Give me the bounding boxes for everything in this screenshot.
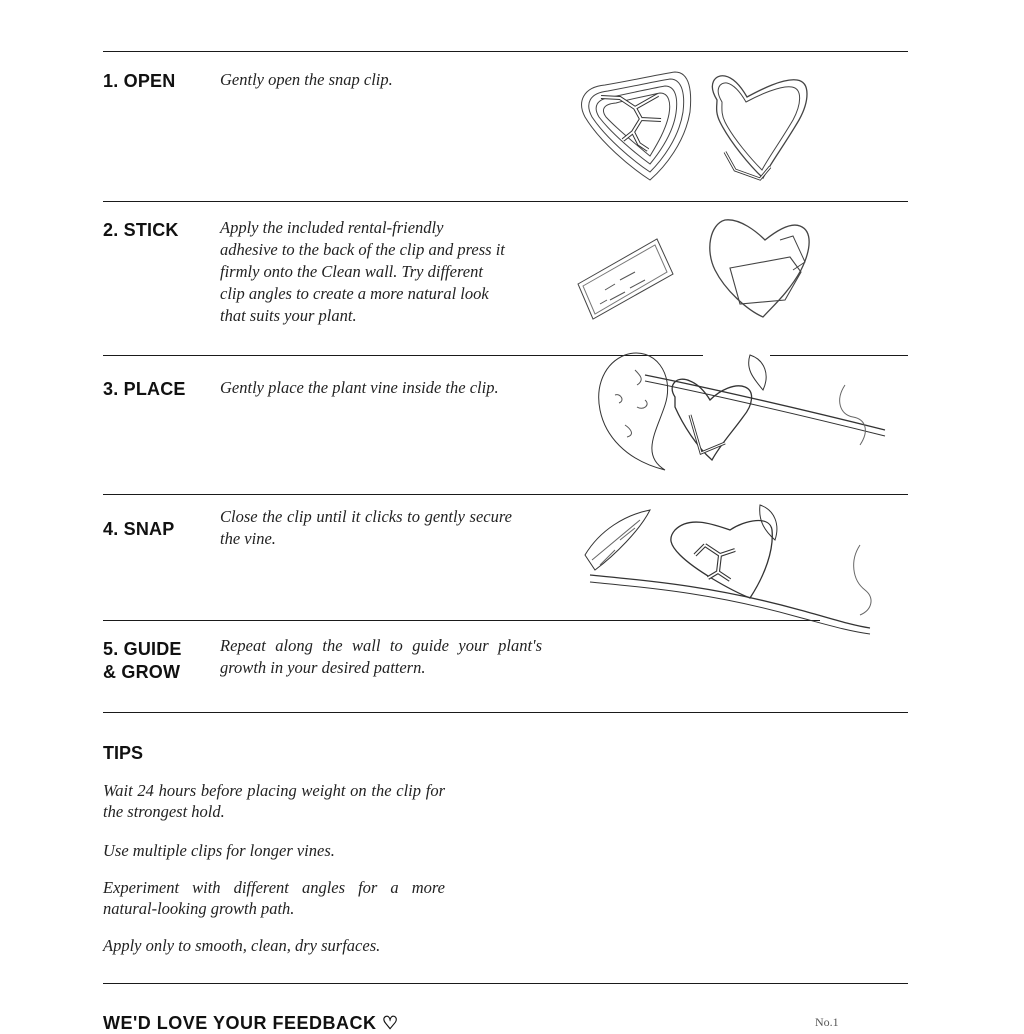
divider-steps-tips <box>103 712 908 713</box>
tip-item: Experiment with different angles for a more natural-looking growth path. <box>103 878 445 918</box>
step-text-stick-line: that suits your plant. <box>220 306 357 325</box>
divider-place-snap <box>103 494 908 495</box>
step-title-open: 1. OPEN <box>103 71 176 91</box>
place-vine-illustration <box>585 345 885 475</box>
step-text-open: Gently open the snap clip. <box>220 70 393 89</box>
tips-title: TIPS <box>103 743 144 763</box>
open-clip-illustration <box>575 62 835 187</box>
step-text-stick-line: adhesive to the back of the clip and press it <box>220 240 505 259</box>
step-title-guide-grow <box>103 638 182 684</box>
page-number: No.1 <box>815 1015 839 1029</box>
step-text-stick-line: Apply the included rental-friendly <box>220 218 444 237</box>
step-text-stick-line: firmly onto the Clean wall. Try different <box>220 262 483 281</box>
step-title-stick: 2. STICK <box>103 220 179 240</box>
tip-item: Wait 24 hours before placing weight on the clip for the strongest hold. <box>103 781 445 821</box>
step-text-stick <box>220 217 520 327</box>
divider-top <box>103 51 908 52</box>
tip-item: Use multiple clips for longer vines. <box>103 841 335 860</box>
feedback-heading: WE'D LOVE YOUR FEEDBACK ♡ <box>103 1013 399 1033</box>
divider-open-stick <box>103 201 908 202</box>
step-text-snap: Close the clip until it clicks to gently secure the vine. <box>220 507 512 548</box>
tip-item: Apply only to smooth, clean, dry surfaces. <box>103 936 381 955</box>
stick-clip-illustration <box>575 212 825 322</box>
step-text-place: Gently place the plant vine inside the clip. <box>220 378 499 397</box>
step-text-stick-line: clip angles to create a more natural look <box>220 284 489 303</box>
step-title-line: & GROW <box>103 662 181 682</box>
snap-clip-illustration <box>580 500 885 635</box>
step-title-snap: 4. SNAP <box>103 519 175 539</box>
step-title-place: 3. PLACE <box>103 379 186 399</box>
step-title-line: 5. GUIDE <box>103 639 182 659</box>
step-text-guide-grow: Repeat along the wall to guide your plant's growth in your desired pattern. <box>220 636 542 677</box>
divider-tips-feedback <box>103 983 908 984</box>
